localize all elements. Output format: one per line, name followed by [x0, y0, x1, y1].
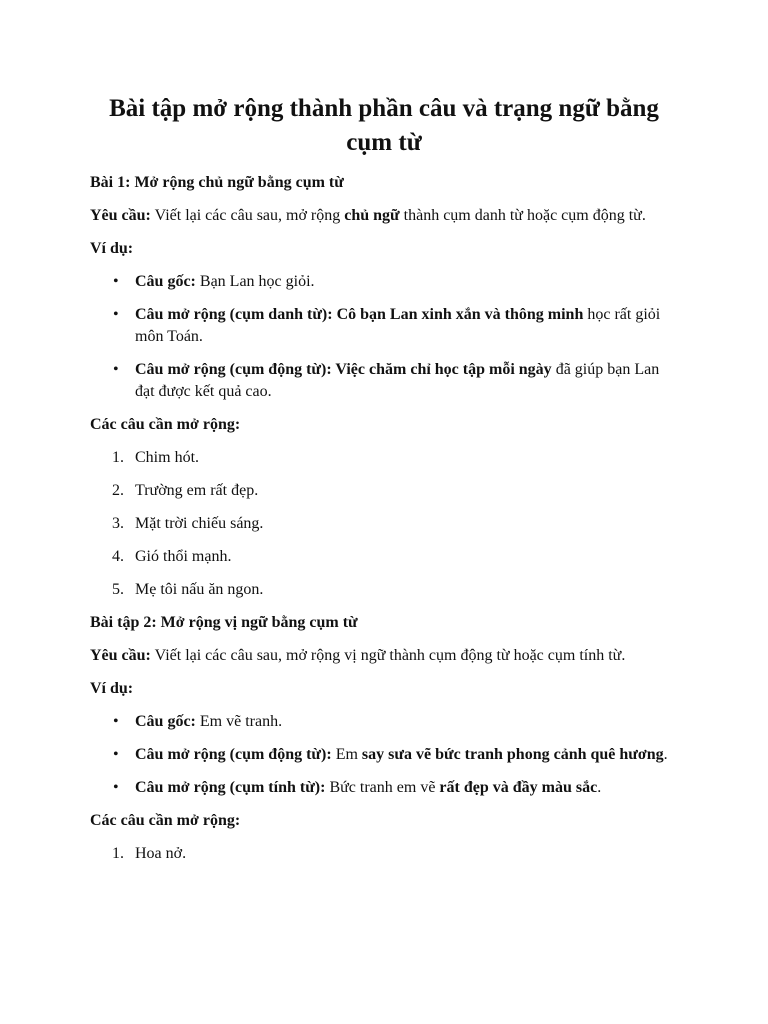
list-item: [90, 480, 678, 502]
example-text: .: [597, 779, 602, 796]
list-item: [90, 711, 678, 733]
bullet-icon: •: [113, 746, 119, 763]
sentence-text: Trường em rất đẹp.: [135, 482, 259, 499]
exercise-1-examples: [90, 271, 678, 403]
example-text: .: [663, 746, 668, 763]
example-label: Câu mở rộng (cụm tính từ):: [135, 779, 326, 796]
exercise-2-heading: Bài tập 2: Mở rộng vị ngữ bằng cụm từ: [90, 614, 358, 631]
list-number: 1.: [112, 449, 124, 466]
requirement-text: thành cụm danh từ hoặc cụm động từ.: [399, 207, 646, 224]
exercise-1-requirement: [90, 205, 678, 227]
exercise-1-section: [90, 172, 678, 601]
bullet-icon: •: [113, 306, 119, 323]
document-title: Bài tập mở rộng thành phần câu và trạng ngữ bằng cụm từ: [109, 95, 659, 156]
exercise-2-example-label: Ví dụ:: [90, 680, 134, 697]
example-text: Bạn Lan học giỏi.: [195, 273, 315, 290]
example-text: học rất giỏi môn Toán.: [135, 306, 661, 345]
exercise-1-heading: Bài 1: Mở rộng chủ ngữ bằng cụm từ: [90, 174, 344, 191]
example-text: Em: [331, 746, 362, 763]
example-emphasis: Cô bạn Lan xinh xắn và thông minh: [332, 306, 584, 323]
list-item: [90, 271, 678, 293]
example-text: đã giúp bạn Lan đạt được kết quả cao.: [135, 361, 660, 400]
bullet-icon: •: [113, 361, 119, 378]
requirement-emphasis: chủ ngữ: [344, 207, 400, 224]
list-item: [90, 546, 678, 568]
example-label: Câu mở rộng (cụm động từ):: [135, 361, 332, 378]
list-item: [90, 513, 678, 535]
example-label: Câu mở rộng (cụm động từ):: [135, 746, 332, 763]
bullet-icon: •: [113, 713, 119, 730]
exercise-2-section: [90, 612, 678, 865]
example-label: Câu gốc:: [135, 713, 196, 730]
exercise-2-requirement: [90, 645, 678, 667]
list-number: 4.: [112, 548, 124, 565]
sentence-text: Mẹ tôi nấu ăn ngon.: [135, 581, 264, 598]
list-item: [90, 744, 678, 766]
example-text: Bức tranh em vẽ: [325, 779, 440, 796]
list-item: [90, 304, 678, 348]
example-emphasis: Việc chăm chỉ học tập mỗi ngày: [331, 361, 552, 378]
requirement-label: Yêu cầu:: [90, 647, 151, 664]
sentence-text: Gió thổi mạnh.: [135, 548, 232, 565]
example-emphasis: rất đẹp và đầy màu sắc: [439, 779, 598, 796]
sentence-text: Hoa nở.: [135, 845, 187, 862]
list-item: [90, 777, 678, 799]
list-item: [90, 447, 678, 469]
requirement-text: Viết lại các câu sau, mở rộng: [150, 207, 345, 224]
list-number: 1.: [112, 845, 124, 862]
exercise-2-sentence-list: [90, 843, 678, 865]
list-number: 3.: [112, 515, 124, 532]
exercise-1-list-heading: Các câu cần mở rộng:: [90, 416, 241, 433]
exercise-2-examples: [90, 711, 678, 799]
exercise-1-example-label: Ví dụ:: [90, 240, 134, 257]
requirement-label: Yêu cầu:: [90, 207, 151, 224]
list-item: [90, 359, 678, 403]
example-label: Câu mở rộng (cụm danh từ):: [135, 306, 333, 323]
bullet-icon: •: [113, 273, 119, 290]
list-item: [90, 843, 678, 865]
example-label: Câu gốc:: [135, 273, 196, 290]
list-item: [90, 579, 678, 601]
requirement-text: Viết lại các câu sau, mở rộng vị ngữ thành cụm động từ hoặc cụm tính từ.: [150, 647, 626, 664]
exercise-2-list-heading: Các câu cần mở rộng:: [90, 812, 241, 829]
bullet-icon: •: [113, 779, 119, 796]
exercise-1-sentence-list: [90, 447, 678, 601]
sentence-text: Mặt trời chiếu sáng.: [135, 515, 264, 532]
example-text: Em vẽ tranh.: [195, 713, 283, 730]
list-number: 2.: [112, 482, 124, 499]
sentence-text: Chim hót.: [135, 449, 200, 466]
list-number: 5.: [112, 581, 124, 598]
example-emphasis: say sưa vẽ bức tranh phong cảnh quê hương: [361, 746, 664, 763]
